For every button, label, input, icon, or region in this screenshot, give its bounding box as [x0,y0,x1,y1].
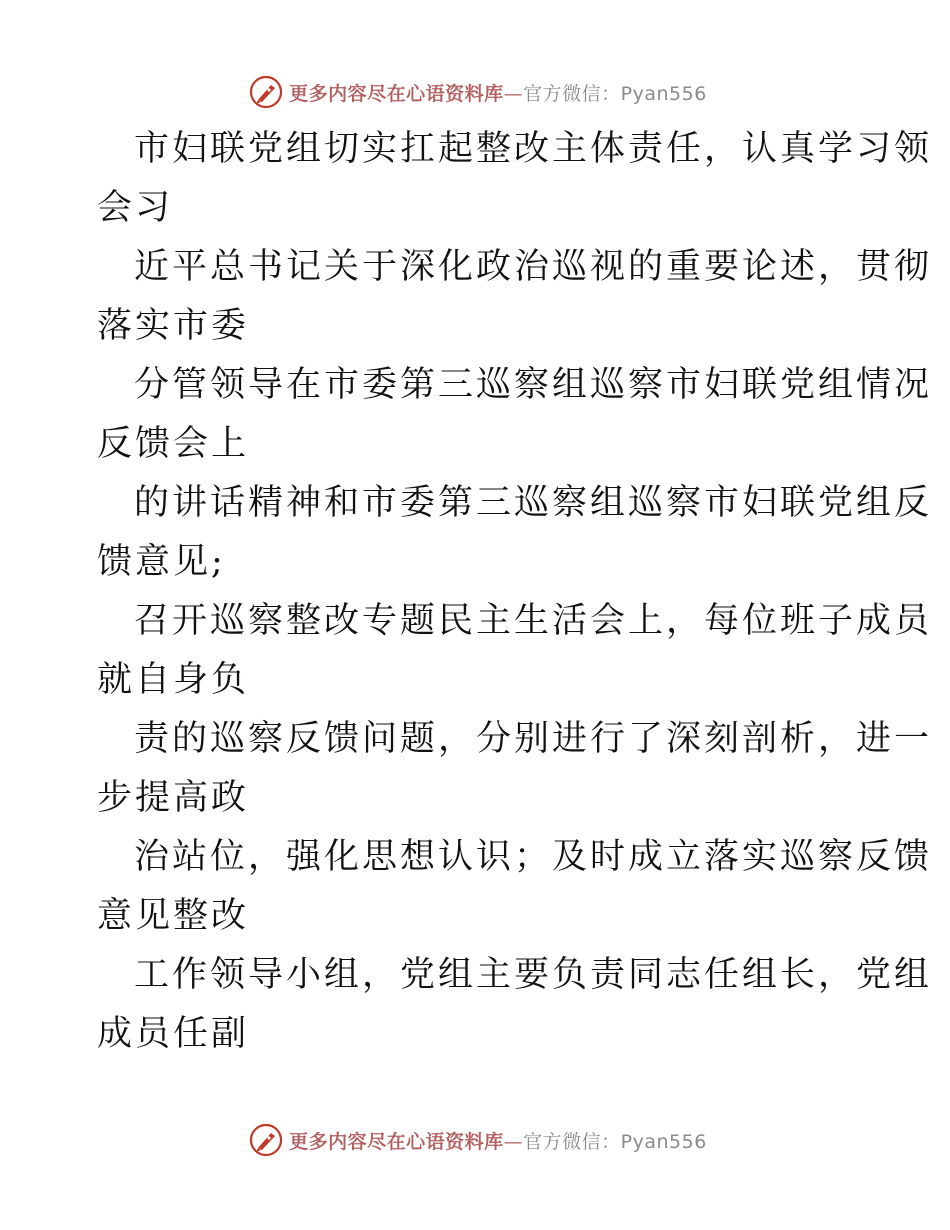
header-banner-text [289,79,707,106]
footer-banner [0,1120,950,1160]
paragraph-line: 馈意见; [97,542,226,582]
paragraph-line: 反馈会上 [97,424,250,464]
paragraph-line: 落实市委 [97,306,250,346]
paragraph-line: 分管领导在市委第三巡察组巡察市妇联党组情况 [134,365,933,405]
paragraph-line: 成员任副 [97,1014,250,1054]
pen-nib-logo-icon [249,1123,283,1157]
paragraph-line: 会习 [97,188,174,228]
header-contact-text: 官方微信：Pyan556 [523,82,707,105]
paragraph-line: 工作领导小组，党组主要负责同志任组长，党组 [134,955,933,995]
paragraph-line: 就自身负 [97,660,250,700]
header-banner-inner [249,75,707,109]
header-banner [0,72,950,112]
pen-nib-logo-icon [249,75,283,109]
footer-banner-inner [249,1123,707,1157]
paragraph-line: 的讲话精神和市委第三巡察组巡察市妇联党组反 [134,483,933,523]
paragraph-line: 近平总书记关于深化政治巡视的重要论述，贯彻 [134,247,933,287]
footer-separator: — [503,1130,524,1153]
footer-brand-text: 更多内容尽在心语资料库 [289,1130,504,1153]
paragraph-line: 市妇联党组切实扛起整改主体责任，认真学习领 [134,129,933,169]
document-body [97,120,933,1064]
footer-contact-text: 官方微信：Pyan556 [523,1130,707,1153]
footer-banner-text [289,1127,707,1154]
paragraph-line: 治站位，强化思想认识；及时成立落实巡察反馈 [134,837,933,877]
paragraph-line: 责的巡察反馈问题，分别进行了深刻剖析，进一 [134,719,933,759]
paragraph-line: 意见整改 [97,896,250,936]
paragraph-line: 步提高政 [97,778,250,818]
paragraph-line: 召开巡察整改专题民主生活会上，每位班子成员 [134,601,933,641]
header-brand-text: 更多内容尽在心语资料库 [289,82,504,105]
header-separator: — [503,82,524,105]
